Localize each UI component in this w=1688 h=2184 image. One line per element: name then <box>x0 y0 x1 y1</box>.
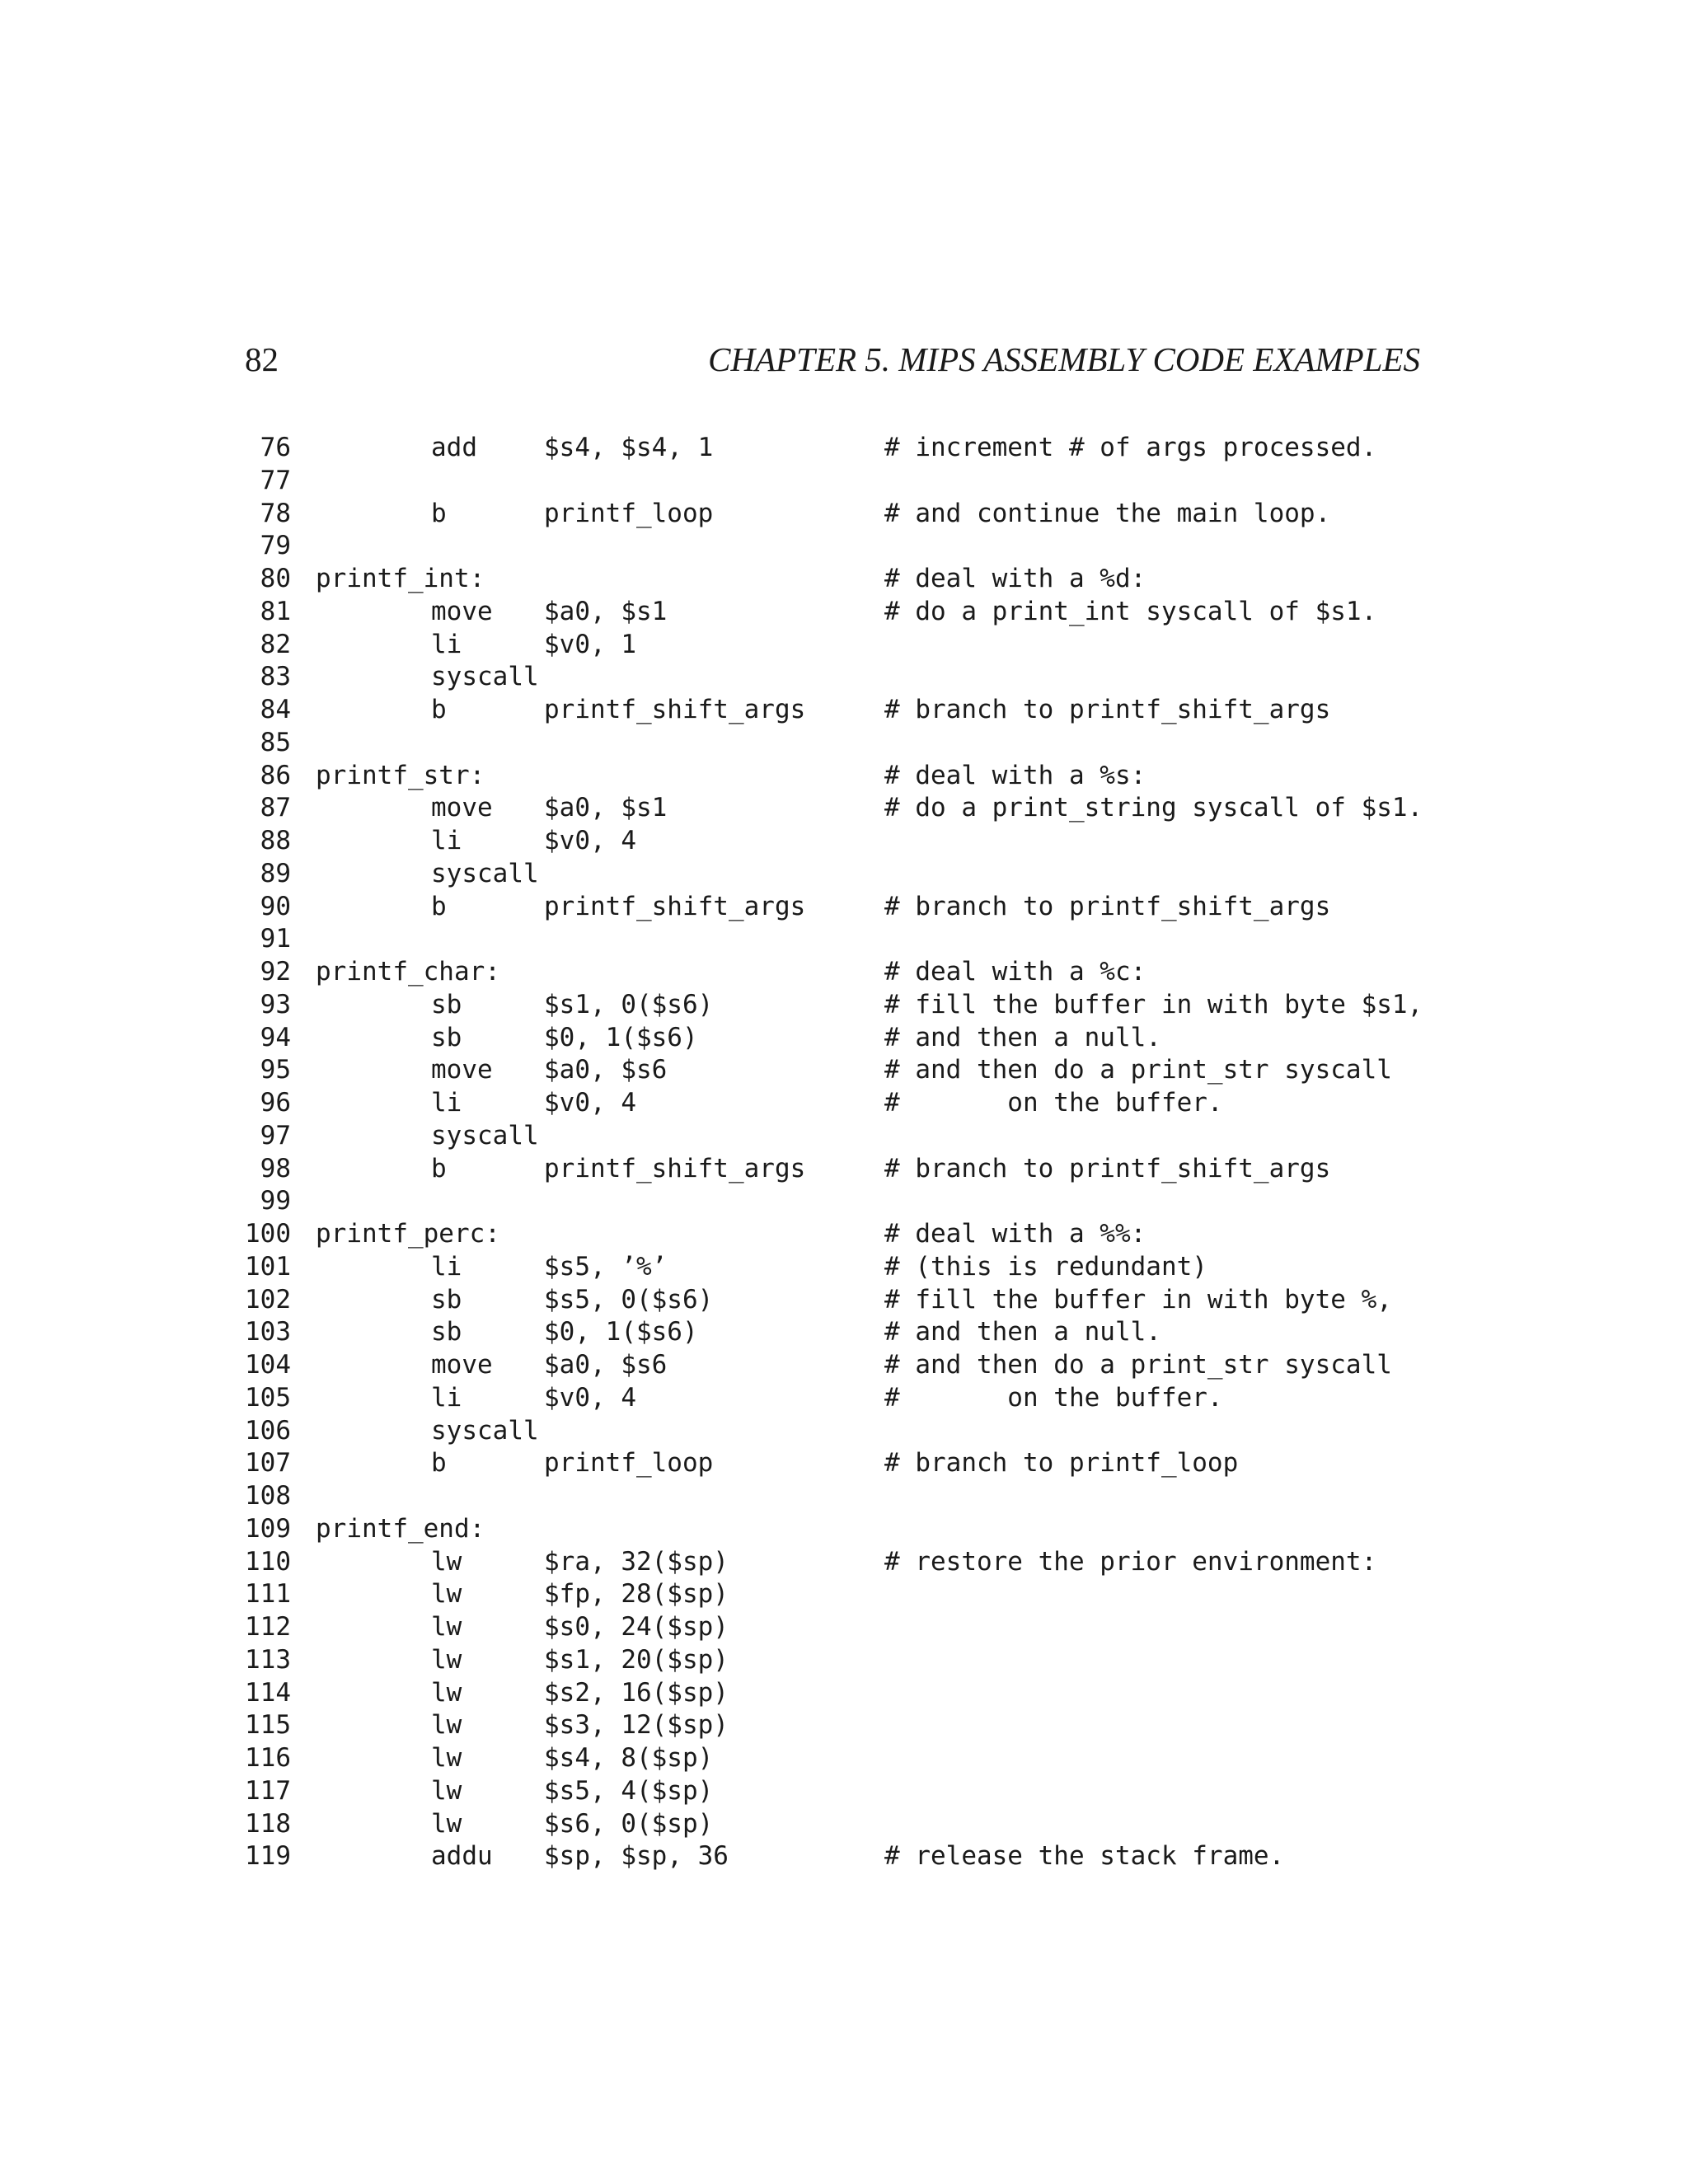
code-line <box>245 1480 1448 1513</box>
code-operands: printf_shift_args <box>544 1153 806 1183</box>
code-opcode: move <box>431 1055 493 1085</box>
line-number: 109 <box>245 1513 291 1544</box>
line-number: 94 <box>260 1022 291 1052</box>
code-operands: $a0, $s1 <box>544 793 668 823</box>
code-line <box>245 1775 1448 1808</box>
code-line <box>245 1677 1448 1710</box>
code-comment: # deal with a %c: <box>884 957 1146 987</box>
code-comment: # (this is redundant) <box>884 1251 1207 1282</box>
code-line <box>245 1185 1448 1218</box>
code-line <box>245 596 1448 629</box>
code-line <box>245 498 1448 531</box>
code-operands: $a0, $s6 <box>544 1350 668 1380</box>
code-opcode: li <box>431 826 462 855</box>
line-number: 77 <box>260 465 291 495</box>
line-number: 107 <box>245 1448 291 1479</box>
code-label: printf_perc: <box>316 1219 500 1249</box>
page-header <box>245 336 1420 382</box>
code-line <box>245 1120 1448 1153</box>
line-number: 97 <box>260 1120 291 1151</box>
code-line <box>245 1578 1448 1611</box>
code-comment: # release the stack frame. <box>884 1841 1285 1872</box>
line-number: 111 <box>245 1579 291 1610</box>
line-number: 87 <box>260 793 291 823</box>
code-operands: $0, 1($s6) <box>544 1022 698 1052</box>
code-line <box>245 1087 1448 1120</box>
code-opcode: lw <box>431 1612 462 1642</box>
line-number: 114 <box>245 1677 291 1708</box>
code-opcode: move <box>431 596 493 626</box>
line-number: 84 <box>260 695 291 724</box>
line-number: 105 <box>245 1382 291 1413</box>
code-line <box>245 1611 1448 1644</box>
code-comment: # branch to printf_shift_args <box>884 695 1331 724</box>
code-comment: # on the buffer. <box>884 1382 1223 1413</box>
code-comment: # do a print_string syscall of $s1. <box>884 793 1423 823</box>
code-line <box>245 923 1448 956</box>
code-operands: printf_loop <box>544 1448 714 1479</box>
code-opcode: sb <box>431 1284 462 1315</box>
code-operands: printf_shift_args <box>544 695 806 724</box>
line-number: 119 <box>245 1841 291 1872</box>
code-line <box>245 1316 1448 1349</box>
code-opcode: lw <box>431 1677 462 1708</box>
code-opcode: sb <box>431 1317 462 1347</box>
code-opcode: b <box>431 1448 447 1479</box>
code-line <box>245 1513 1448 1546</box>
code-line <box>245 465 1448 498</box>
line-number: 117 <box>245 1775 291 1806</box>
code-comment: # on the buffer. <box>884 1088 1223 1118</box>
line-number: 85 <box>260 727 291 757</box>
code-label: printf_end: <box>316 1513 485 1544</box>
code-label: printf_int: <box>316 564 485 593</box>
code-line <box>245 760 1448 793</box>
line-number: 110 <box>245 1546 291 1577</box>
code-comment: # restore the prior environment: <box>884 1546 1377 1577</box>
code-line <box>245 1218 1448 1251</box>
code-line <box>245 1251 1448 1284</box>
line-number: 99 <box>260 1186 291 1216</box>
code-line <box>245 1022 1448 1055</box>
line-number: 101 <box>245 1251 291 1282</box>
code-line <box>245 1153 1448 1186</box>
code-comment: # branch to printf_shift_args <box>884 891 1331 921</box>
line-number: 102 <box>245 1284 291 1315</box>
code-opcode: sb <box>431 1022 462 1052</box>
code-line <box>245 1546 1448 1579</box>
code-line <box>245 563 1448 596</box>
code-line <box>245 1808 1448 1841</box>
code-operands: $s6, 0($sp) <box>544 1808 714 1839</box>
line-number: 96 <box>260 1088 291 1118</box>
code-line <box>245 530 1448 563</box>
line-number: 108 <box>245 1481 291 1511</box>
code-line <box>245 1284 1448 1317</box>
code-opcode: li <box>431 1251 462 1282</box>
code-line <box>245 858 1448 891</box>
line-number: 82 <box>260 629 291 659</box>
code-line <box>245 1644 1448 1677</box>
code-line <box>245 727 1448 760</box>
code-line <box>245 432 1448 465</box>
code-comment: # branch to printf_loop <box>884 1448 1239 1479</box>
line-number: 104 <box>245 1350 291 1380</box>
code-operands: $v0, 1 <box>544 629 636 659</box>
line-number: 76 <box>260 433 291 462</box>
code-operands: $ra, 32($sp) <box>544 1546 729 1577</box>
code-operands: $s1, 0($s6) <box>544 989 714 1019</box>
code-comment: # and continue the main loop. <box>884 498 1331 528</box>
code-operands: $a0, $s6 <box>544 1055 668 1085</box>
code-line <box>245 1349 1448 1382</box>
code-line <box>245 694 1448 727</box>
code-opcode: lw <box>431 1579 462 1610</box>
code-comment: # deal with a %%: <box>884 1219 1146 1249</box>
code-comment: # and then do a print_str syscall <box>884 1350 1392 1380</box>
chapter-title: CHAPTER 5. MIPS ASSEMBLY CODE EXAMPLES <box>708 340 1420 378</box>
code-operands: $s3, 12($sp) <box>544 1710 729 1741</box>
code-operands: $v0, 4 <box>544 826 636 855</box>
code-opcode: lw <box>431 1546 462 1577</box>
code-opcode: lw <box>431 1710 462 1741</box>
code-comment: # deal with a %d: <box>884 564 1146 593</box>
code-operands: $s5, 4($sp) <box>544 1775 714 1806</box>
code-opcode: move <box>431 1350 493 1380</box>
code-opcode: sb <box>431 989 462 1019</box>
code-opcode: li <box>431 1088 462 1118</box>
code-comment: # and then a null. <box>884 1022 1161 1052</box>
code-opcode: add <box>431 433 477 462</box>
code-label: printf_str: <box>316 760 485 790</box>
code-operands: $s1, 20($sp) <box>544 1644 729 1675</box>
line-number: 81 <box>260 596 291 626</box>
line-number: 91 <box>260 924 291 954</box>
line-number: 88 <box>260 826 291 855</box>
code-operands: $s5, 0($s6) <box>544 1284 714 1315</box>
code-comment: # and then a null. <box>884 1317 1161 1347</box>
line-number: 118 <box>245 1808 291 1839</box>
code-opcode: lw <box>431 1644 462 1675</box>
code-operands: $s4, $s4, 1 <box>544 433 714 462</box>
line-number: 79 <box>260 531 291 561</box>
code-comment: # increment # of args processed. <box>884 433 1377 462</box>
line-number: 80 <box>260 564 291 593</box>
line-number: 95 <box>260 1055 291 1085</box>
line-number: 83 <box>260 662 291 692</box>
code-operands: printf_shift_args <box>544 891 806 921</box>
line-number: 100 <box>245 1219 291 1249</box>
page-number: 82 <box>245 340 279 378</box>
code-opcode: lw <box>431 1743 462 1773</box>
code-line <box>245 661 1448 694</box>
code-comment: # and then do a print_str syscall <box>884 1055 1392 1085</box>
line-number: 86 <box>260 760 291 790</box>
code-operands: printf_loop <box>544 498 714 528</box>
code-line <box>245 1447 1448 1480</box>
line-number: 103 <box>245 1317 291 1347</box>
code-comment: # deal with a %s: <box>884 760 1146 790</box>
line-number: 113 <box>245 1644 291 1675</box>
code-line <box>245 1742 1448 1775</box>
code-operands: $s4, 8($sp) <box>544 1743 714 1773</box>
code-listing <box>245 432 1448 1873</box>
code-label: printf_char: <box>316 957 500 987</box>
line-number: 89 <box>260 858 291 888</box>
code-line <box>245 956 1448 989</box>
code-operands: $v0, 4 <box>544 1088 636 1118</box>
code-operands: $a0, $s1 <box>544 596 668 626</box>
code-operands: $s5, ’%’ <box>544 1251 668 1282</box>
line-number: 116 <box>245 1743 291 1773</box>
code-line <box>245 629 1448 662</box>
line-number: 93 <box>260 989 291 1019</box>
code-operands: $sp, $sp, 36 <box>544 1841 729 1872</box>
line-number: 112 <box>245 1612 291 1642</box>
code-line <box>245 891 1448 924</box>
line-number: 90 <box>260 891 291 921</box>
code-opcode: b <box>431 695 447 724</box>
code-comment: # fill the buffer in with byte $s1, <box>884 989 1423 1019</box>
code-opcode: b <box>431 891 447 921</box>
code-operands: $s0, 24($sp) <box>544 1612 729 1642</box>
line-number: 115 <box>245 1710 291 1741</box>
code-opcode: syscall <box>431 662 539 692</box>
line-number: 98 <box>260 1153 291 1183</box>
code-line <box>245 1054 1448 1087</box>
code-line <box>245 825 1448 858</box>
code-opcode: addu <box>431 1841 493 1872</box>
code-opcode: syscall <box>431 858 539 888</box>
code-line <box>245 989 1448 1022</box>
code-opcode: li <box>431 1382 462 1413</box>
code-operands: $v0, 4 <box>544 1382 636 1413</box>
code-line <box>245 1415 1448 1448</box>
code-opcode: b <box>431 498 447 528</box>
code-line <box>245 1382 1448 1415</box>
code-opcode: move <box>431 793 493 823</box>
line-number: 106 <box>245 1415 291 1446</box>
code-comment: # fill the buffer in with byte %, <box>884 1284 1392 1315</box>
code-operands: $0, 1($s6) <box>544 1317 698 1347</box>
code-comment: # do a print_int syscall of $s1. <box>884 596 1377 626</box>
code-opcode: li <box>431 629 462 659</box>
code-line <box>245 1840 1448 1873</box>
code-opcode: syscall <box>431 1120 539 1151</box>
code-operands: $fp, 28($sp) <box>544 1579 729 1610</box>
code-opcode: syscall <box>431 1415 539 1446</box>
code-opcode: lw <box>431 1808 462 1839</box>
code-opcode: lw <box>431 1775 462 1806</box>
code-comment: # branch to printf_shift_args <box>884 1153 1331 1183</box>
line-number: 78 <box>260 498 291 528</box>
code-line <box>245 792 1448 825</box>
code-line <box>245 1709 1448 1742</box>
code-opcode: b <box>431 1153 447 1183</box>
code-operands: $s2, 16($sp) <box>544 1677 729 1708</box>
line-number: 92 <box>260 957 291 987</box>
